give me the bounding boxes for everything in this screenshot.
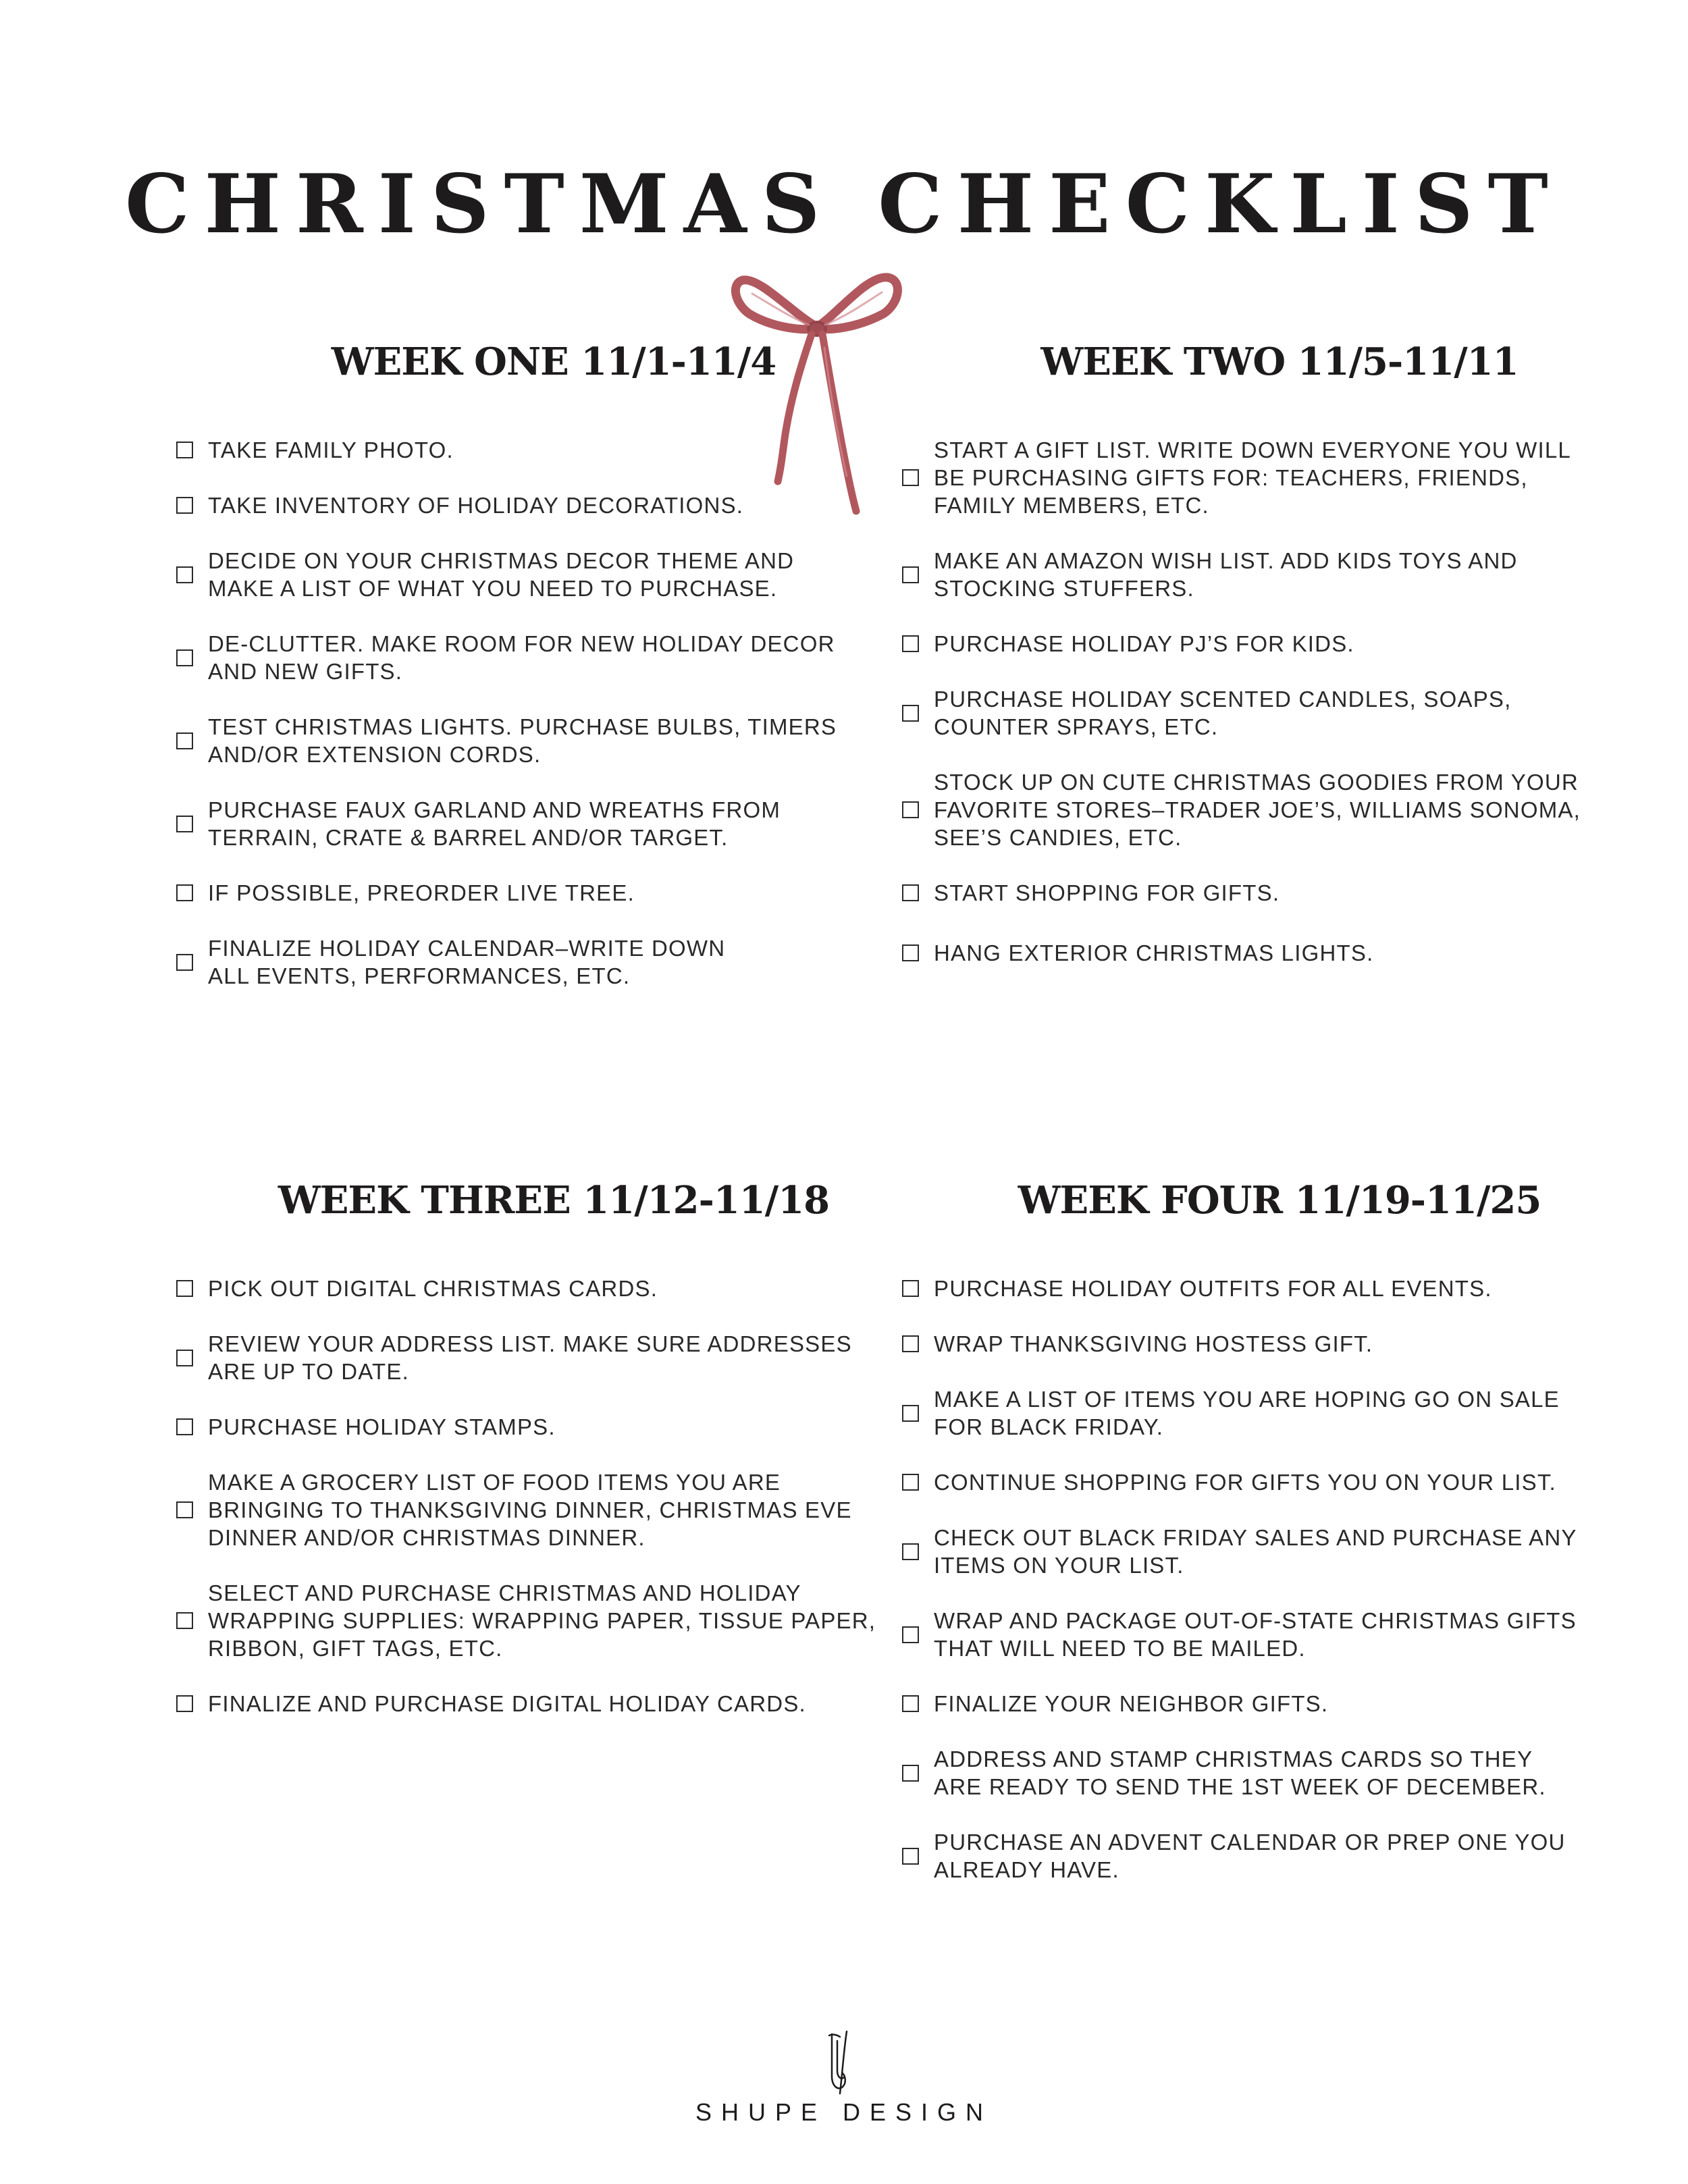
checkbox[interactable] bbox=[902, 469, 919, 486]
checkbox[interactable] bbox=[176, 1612, 193, 1629]
checkbox[interactable] bbox=[176, 442, 193, 458]
checkbox[interactable] bbox=[902, 566, 919, 583]
checkbox[interactable] bbox=[176, 1418, 193, 1435]
checkbox[interactable] bbox=[176, 566, 193, 583]
checklist-item: PURCHASE FAUX GARLAND AND WREATHS FROM TERRAIN, CRATE & BARREL AND/OR TARGET. bbox=[172, 796, 935, 851]
week-three-heading: WEEK THREE 11/12-11/18 bbox=[278, 1178, 830, 1223]
checklist-item: CHECK OUT BLACK FRIDAY SALES AND PURCHASE ANY ITEMS ON YOUR LIST. bbox=[898, 1524, 1661, 1579]
ribbon-bow-icon bbox=[729, 267, 905, 516]
checkbox[interactable] bbox=[176, 497, 193, 514]
checkbox[interactable] bbox=[176, 1350, 193, 1366]
checklist-item: PURCHASE HOLIDAY SCENTED CANDLES, SOAPS, COUNTER SPRAYS, ETC. bbox=[898, 685, 1661, 741]
checkbox[interactable] bbox=[176, 954, 193, 971]
checklist-item: FINALIZE AND PURCHASE DIGITAL HOLIDAY CARDS. bbox=[172, 1690, 935, 1717]
checklist-item: START SHOPPING FOR GIFTS. bbox=[898, 879, 1661, 907]
week-two-section bbox=[898, 335, 1661, 965]
week-three-section bbox=[172, 1173, 935, 1716]
checklist-item: IF POSSIBLE, PREORDER LIVE TREE. bbox=[172, 879, 935, 907]
week-one-section bbox=[172, 335, 935, 988]
checklist-item: SELECT AND PURCHASE CHRISTMAS AND HOLIDAY WRAPPING SUPPLIES: WRAPPING PAPER, TISSUE PAPER, RIBBON, GIFT TAGS, ETC. bbox=[172, 1579, 935, 1662]
checklist-item: REVIEW YOUR ADDRESS LIST. MAKE SURE ADDRESSES ARE UP TO DATE. bbox=[172, 1330, 935, 1385]
checklist-item: TEST CHRISTMAS LIGHTS. PURCHASE BULBS, TIMERS AND/OR EXTENSION CORDS. bbox=[172, 713, 935, 768]
checklist-item: MAKE A GROCERY LIST OF FOOD ITEMS YOU ARE BRINGING TO THANKSGIVING DINNER, CHRISTMAS EVE DINNER AND/OR CHRISTMAS DINNER. bbox=[172, 1468, 935, 1551]
checkbox[interactable] bbox=[176, 649, 193, 666]
checklist-item: FINALIZE HOLIDAY CALENDAR–WRITE DOWN ALL EVENTS, PERFORMANCES, ETC. bbox=[172, 934, 935, 990]
checkbox[interactable] bbox=[902, 1626, 919, 1643]
checkbox[interactable] bbox=[176, 1501, 193, 1518]
checkbox[interactable] bbox=[902, 705, 919, 722]
checkbox[interactable] bbox=[902, 1765, 919, 1782]
checkbox[interactable] bbox=[902, 884, 919, 901]
checklist-item: DE-CLUTTER. MAKE ROOM FOR NEW HOLIDAY DECOR AND NEW GIFTS. bbox=[172, 630, 935, 685]
checklist-item: MAKE A LIST OF ITEMS YOU ARE HOPING GO ON SALE FOR BLACK FRIDAY. bbox=[898, 1385, 1661, 1441]
checklist-item: FINALIZE YOUR NEIGHBOR GIFTS. bbox=[898, 1690, 1661, 1717]
checklist-item: PURCHASE HOLIDAY PJ’S FOR KIDS. bbox=[898, 630, 1661, 658]
checkbox[interactable] bbox=[902, 1474, 919, 1491]
checklist-item: ADDRESS AND STAMP CHRISTMAS CARDS SO THEY ARE READY TO SEND THE 1ST WEEK OF DECEMBER. bbox=[898, 1745, 1661, 1801]
checklist-item: DECIDE ON YOUR CHRISTMAS DECOR THEME AND MAKE A LIST OF WHAT YOU NEED TO PURCHASE. bbox=[172, 547, 935, 602]
checklist-item: CONTINUE SHOPPING FOR GIFTS YOU ON YOUR LIST. bbox=[898, 1468, 1661, 1496]
week-two-heading: WEEK TWO 11/5-11/11 bbox=[1040, 340, 1519, 384]
checkbox[interactable] bbox=[902, 944, 919, 961]
checkbox[interactable] bbox=[902, 801, 919, 818]
checkbox[interactable] bbox=[902, 1335, 919, 1352]
checklist-item: MAKE AN AMAZON WISH LIST. ADD KIDS TOYS AND STOCKING STUFFERS. bbox=[898, 547, 1661, 602]
checkbox[interactable] bbox=[176, 884, 193, 901]
checklist-item: PURCHASE HOLIDAY STAMPS. bbox=[172, 1413, 935, 1441]
checkbox[interactable] bbox=[902, 1848, 919, 1865]
checkbox[interactable] bbox=[902, 1405, 919, 1422]
checklist-item: TAKE INVENTORY OF HOLIDAY DECORATIONS. bbox=[172, 491, 935, 519]
checklist-item: PURCHASE HOLIDAY OUTFITS FOR ALL EVENTS. bbox=[898, 1275, 1661, 1302]
checkbox[interactable] bbox=[902, 635, 919, 652]
checkbox[interactable] bbox=[902, 1543, 919, 1560]
checkbox[interactable] bbox=[176, 1695, 193, 1712]
checklist-item: PURCHASE AN ADVENT CALENDAR OR PREP ONE YOU ALREADY HAVE. bbox=[898, 1828, 1661, 1884]
checklist-item: WRAP THANKSGIVING HOSTESS GIFT. bbox=[898, 1330, 1661, 1358]
checkbox[interactable] bbox=[176, 816, 193, 832]
brand-name: SHUPE DESIGN bbox=[695, 2098, 993, 2126]
checkbox[interactable] bbox=[176, 1280, 193, 1297]
checkbox[interactable] bbox=[902, 1695, 919, 1712]
week-four-heading: WEEK FOUR 11/19-11/25 bbox=[1018, 1178, 1541, 1223]
checkbox[interactable] bbox=[902, 1280, 919, 1297]
checkbox[interactable] bbox=[176, 733, 193, 749]
brand-logo-icon bbox=[822, 2029, 853, 2096]
checklist-item: START A GIFT LIST. WRITE DOWN EVERYONE YOU WILL BE PURCHASING GIFTS FOR: TEACHERS, FRIENDS, FAMILY MEMBERS, ETC. bbox=[898, 436, 1661, 519]
checklist-item: HANG EXTERIOR CHRISTMAS LIGHTS. bbox=[898, 939, 1661, 967]
checklist-item: WRAP AND PACKAGE OUT-OF-STATE CHRISTMAS GIFTS THAT WILL NEED TO BE MAILED. bbox=[898, 1607, 1661, 1662]
checklist-item: STOCK UP ON CUTE CHRISTMAS GOODIES FROM YOUR FAVORITE STORES–TRADER JOE’S, WILLIAMS SONOMA, SEE’S CANDIES, ETC. bbox=[898, 768, 1661, 851]
week-four-section bbox=[898, 1173, 1661, 1882]
checklist-item: PICK OUT DIGITAL CHRISTMAS CARDS. bbox=[172, 1275, 935, 1302]
page-title: CHRISTMAS CHECKLIST bbox=[125, 157, 1563, 252]
checklist-item: TAKE FAMILY PHOTO. bbox=[172, 436, 935, 464]
week-one-heading: WEEK ONE 11/1-11/4 bbox=[331, 340, 776, 384]
